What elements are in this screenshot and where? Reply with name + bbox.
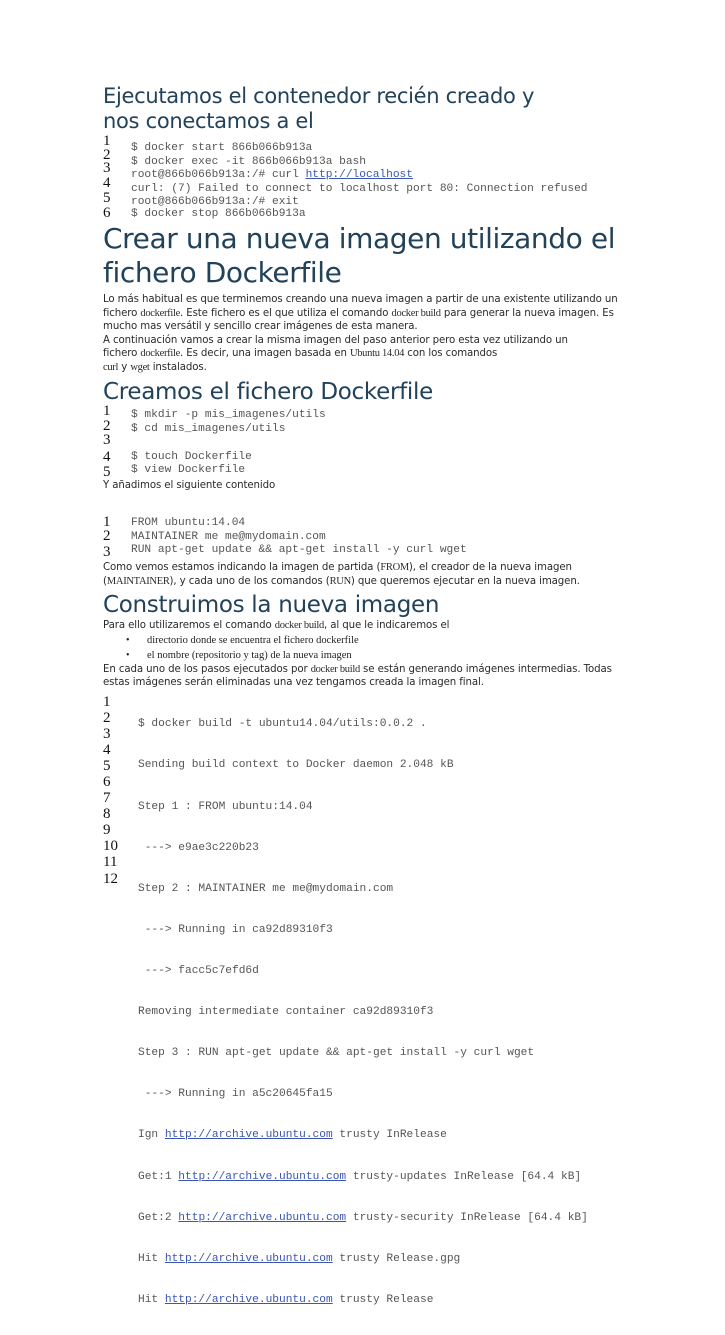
archive-link[interactable]: http://archive.ubuntu.com <box>178 1211 347 1224</box>
code-text: Hit http://archive.ubuntu.com trusty Release <box>138 1293 434 1306</box>
line-number: 2 <box>103 146 111 163</box>
line-number: 4 <box>103 741 111 758</box>
code-text: ---> e9ae3c220b23 <box>138 841 259 854</box>
line-number: 11 <box>103 853 118 870</box>
code-text: $ mkdir -p mis_imagenes/utils <box>131 409 326 422</box>
code-text: Get:2 http://archive.ubuntu.com trusty-security InRelease [64.4 kB] <box>138 1211 588 1224</box>
line-number: 1 <box>103 514 111 531</box>
document-page <box>103 84 643 1306</box>
line-number: 1 <box>103 693 111 710</box>
code-text: MAINTAINER me me@mydomain.com <box>131 531 326 544</box>
code-line <box>103 450 643 465</box>
code-text: Ign http://archive.ubuntu.com trusty InRelease <box>138 1129 447 1142</box>
localhost-link[interactable]: http://localhost <box>305 169 413 182</box>
line-number: 7 <box>103 789 111 806</box>
code-prefix: root@866b066b913a:/# curl <box>131 169 306 182</box>
line-number: 4 <box>103 175 111 192</box>
code-block-run-container <box>103 133 643 222</box>
code-line <box>103 464 643 479</box>
section-heading-create-image: Crear una nueva imagen utilizando el fichero Dockerfile <box>103 222 616 290</box>
paragraph-intro: Lo más habitual es que terminemos creando una nueva imagen a partir de una existente utilizando un fichero dockerfile. Este fichero es el que utiliza el comando docker build para generar la nueva imagen. Es mucho mas versátil y sencillo crear imágenes de esta manera. <box>103 294 618 333</box>
code-block-dockerfile-content <box>103 514 643 561</box>
line-number: 3 <box>103 432 111 449</box>
code-text: RUN apt-get update && apt-get install -y curl wget <box>131 544 467 557</box>
code-text: $ docker stop 866b066b913a <box>131 208 306 221</box>
code-text: $ touch Dockerfile <box>131 450 252 463</box>
code-text: curl: (7) Failed to connect to localhost port 80: Connection refused <box>131 183 588 196</box>
line-number: 9 <box>103 821 111 838</box>
line-number: 12 <box>103 870 118 887</box>
line-number: 2 <box>103 417 111 434</box>
code-line <box>103 545 643 559</box>
section-heading-run-container: Ejecutamos el contenedor recién creado y nos conectamos a el <box>103 84 535 133</box>
line-number: 2 <box>103 709 111 726</box>
code-text: ---> Running in ca92d89310f3 <box>138 923 333 936</box>
line-number: 1 <box>103 133 111 149</box>
archive-link[interactable]: http://archive.ubuntu.com <box>178 1170 347 1183</box>
build-output <box>138 691 588 1335</box>
code-line <box>103 514 643 531</box>
paragraph-build-intro: Para ello utilizaremos el comando docker build, al que le indicaremos el <box>103 620 450 632</box>
code-text: Step 2 : MAINTAINER me me@mydomain.com <box>138 882 394 895</box>
code-text: $ cd mis_imagenes/utils <box>131 422 286 435</box>
line-number: 5 <box>103 189 111 206</box>
line-number: 3 <box>103 725 111 742</box>
line-number: 5 <box>103 464 111 481</box>
section-heading-build-image: Construimos la nueva imagen <box>103 592 440 619</box>
code-text: FROM ubuntu:14.04 <box>131 517 246 530</box>
code-line <box>103 417 643 436</box>
code-text: Step 3 : RUN apt-get update && apt-get install -y curl wget <box>138 1047 535 1060</box>
code-block-docker-build <box>103 691 643 1306</box>
paragraph-dockerfile-explain: Como vemos estamos indicando la imagen de partida (FROM), el creador de la nueva imagen (MAINTAINER), y cada uno de los comandos (RUN) que queremos ejecutar en la nueva imagen. <box>103 562 580 587</box>
code-text: $ docker start 866b066b913a <box>131 142 313 154</box>
code-text: Removing intermediate container ca92d89310f3 <box>138 1006 434 1019</box>
code-line <box>103 133 643 154</box>
archive-link[interactable]: http://archive.ubuntu.com <box>164 1252 333 1265</box>
line-number: 10 <box>103 837 118 854</box>
list-item: • directorio donde se encuentra el fichero dockerfile <box>147 633 643 648</box>
paragraph-continuation: A continuación vamos a crear la misma imagen del paso anterior pero esta vez utilizando un fichero dockerfile. Es decir, una imagen basada en Ubuntu 14.04 con los comandos curl y wget instalados. <box>103 334 568 373</box>
line-number: 6 <box>103 773 111 790</box>
code-text: Sending build context to Docker daemon 2.048 kB <box>138 759 454 772</box>
code-line <box>103 204 643 220</box>
code-line <box>103 403 643 422</box>
code-text: ---> Running in a5c20645fa15 <box>138 1088 333 1101</box>
code-text: Step 1 : FROM ubuntu:14.04 <box>138 800 313 813</box>
code-text: $ docker exec -it 866b066b913a bash <box>131 155 366 168</box>
code-text: $ view Dockerfile <box>131 464 246 477</box>
code-text: $ docker build -t ubuntu14.04/utils:0.0.2 . <box>138 718 427 731</box>
build-arguments-list <box>103 633 643 663</box>
line-number: 4 <box>103 448 111 465</box>
paragraph-intermediate-images: En cada uno de los pasos ejecutados por docker build se están generando imágenes intermedias. Todas estas imágenes serán eliminadas una vez tengamos creada la imagen final. <box>103 663 612 689</box>
code-text: Get:1 http://archive.ubuntu.com trusty-updates InRelease [64.4 kB] <box>138 1170 582 1183</box>
code-text: ---> facc5c7efd6d <box>138 965 259 977</box>
line-number: 6 <box>103 205 111 222</box>
line-number: 1 <box>103 403 111 420</box>
section-heading-create-dockerfile: Creamos el fichero Dockerfile <box>103 379 433 406</box>
archive-link[interactable]: http://archive.ubuntu.com <box>164 1129 333 1142</box>
code-text: Hit http://archive.ubuntu.com trusty Release.gpg <box>138 1252 461 1265</box>
code-text: root@866b066b913a:/# exit <box>131 195 299 208</box>
line-number: 2 <box>103 528 111 545</box>
list-item: • el nombre (repositorio y tag) de la nueva imagen <box>147 648 643 663</box>
code-line <box>103 432 643 450</box>
archive-link[interactable]: http://archive.ubuntu.com <box>164 1293 333 1306</box>
line-number: 5 <box>103 757 111 774</box>
line-number: 8 <box>103 805 111 822</box>
line-number: 3 <box>103 160 111 177</box>
code-block-create-dockerfile <box>103 403 643 481</box>
paragraph-add-content: Y añadimos el siguiente contenido <box>103 479 276 491</box>
line-number: 3 <box>103 544 111 561</box>
code-line <box>103 528 643 545</box>
